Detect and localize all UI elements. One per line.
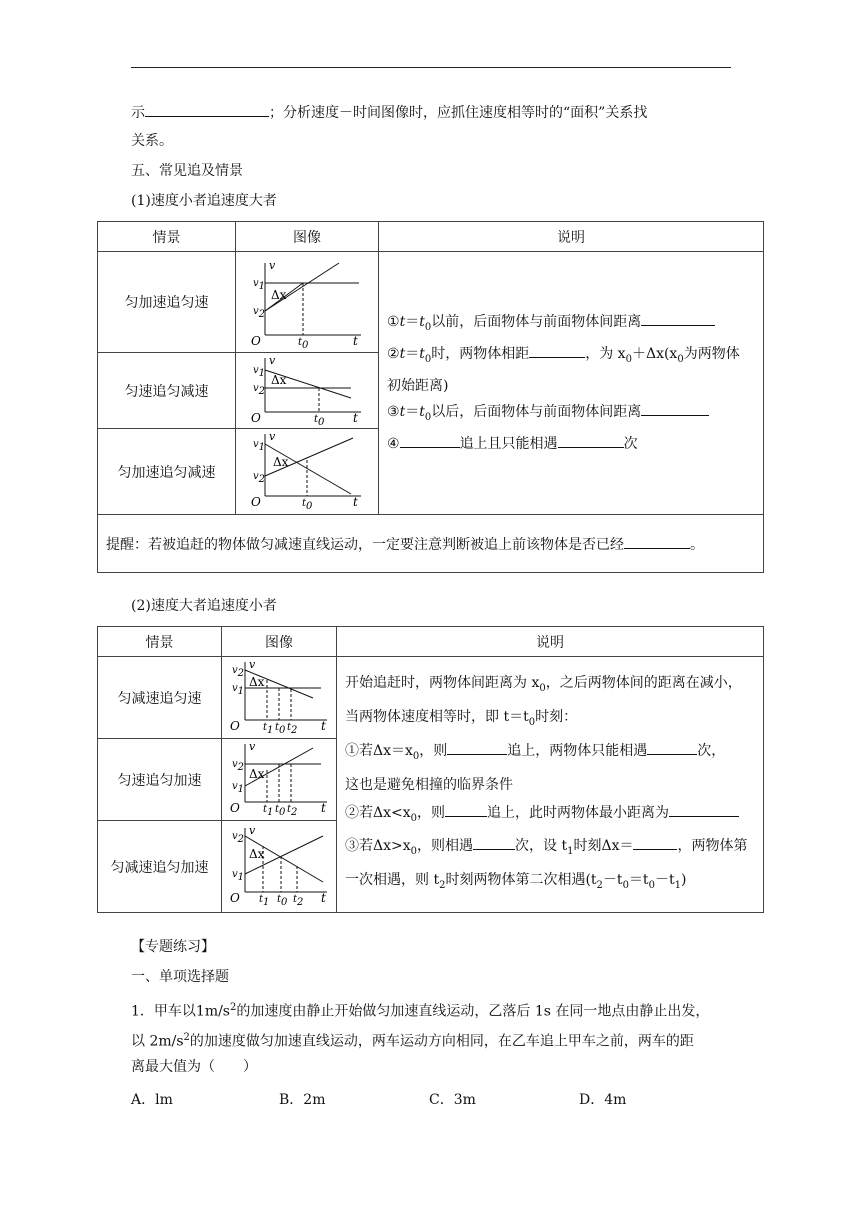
v2-label: v2 bbox=[232, 758, 245, 773]
v-axis-label: v bbox=[269, 429, 276, 443]
t0-label: t0 bbox=[275, 803, 286, 818]
question-1-line-3: 离最大值为（ ） bbox=[131, 1059, 257, 1075]
header-rule bbox=[131, 67, 731, 68]
practice-heading: 【专题练习】 bbox=[131, 939, 215, 955]
option-c[interactable]: C．3m bbox=[429, 1092, 476, 1108]
desc-line-3: 初始距离) bbox=[387, 377, 449, 394]
question-1-line-1: 1．甲车以$1m/s^2$的加速度由静止开始做匀加速直线运动，乙落后 1s 在同一地点由静止出发， bbox=[131, 1002, 710, 1020]
v-axis-label: v bbox=[249, 823, 256, 837]
v-axis-label: v bbox=[269, 353, 276, 367]
table1-graph-2 bbox=[236, 353, 379, 429]
table2-header-scene: 情景 bbox=[98, 627, 222, 657]
table1-header-graph: 图像 bbox=[236, 222, 379, 252]
desc-line-2: $②t=t_0$时，两物体相距 ，为 $x_0+\Delta x(x_0$为两物体 bbox=[387, 341, 757, 373]
table2-description bbox=[337, 657, 764, 913]
origin-label: O bbox=[230, 718, 240, 733]
v-axis-label: v bbox=[249, 739, 256, 753]
fill-blank[interactable] bbox=[647, 740, 697, 755]
table1-scene-1: 匀加速追匀速 bbox=[98, 252, 236, 353]
t1-label: t1 bbox=[263, 803, 274, 818]
v-axis-label: v bbox=[249, 657, 256, 671]
desc-line-5: ④ 追上且只能相遇 次 bbox=[387, 431, 757, 457]
origin-label: O bbox=[251, 494, 261, 509]
t2-label: t2 bbox=[287, 721, 298, 736]
t1-label: t1 bbox=[259, 893, 270, 908]
v1-label: v1 bbox=[253, 438, 266, 453]
fill-blank[interactable] bbox=[529, 343, 585, 358]
option-a[interactable]: A．lm bbox=[131, 1092, 173, 1108]
intro-line-1 bbox=[131, 102, 647, 123]
vt-graph-decel-vs-const bbox=[227, 658, 331, 734]
origin-label: O bbox=[230, 800, 240, 815]
desc-line-4: $③t=t_0$以后，后面物体与前面物体间距离 bbox=[387, 399, 757, 431]
desc2-line-4: 这也是避免相撞的临界条件 bbox=[345, 776, 513, 793]
t-axis-label: t bbox=[353, 410, 358, 425]
fill-blank[interactable] bbox=[558, 433, 624, 448]
delta-x-label: Δx bbox=[249, 674, 265, 689]
v1-label: v1 bbox=[232, 780, 245, 795]
delta-x-label: Δx bbox=[273, 454, 289, 469]
v2-label: v2 bbox=[253, 306, 266, 320]
subsection-1-title: (1)速度小者追速度大者 bbox=[131, 193, 277, 209]
delta-x-label: Δx bbox=[271, 288, 287, 302]
fill-blank[interactable] bbox=[445, 802, 487, 817]
vt-graph-accel-vs-const bbox=[247, 255, 367, 351]
fill-blank[interactable] bbox=[669, 802, 739, 817]
table2-graph-1 bbox=[222, 657, 337, 739]
t-axis-label: t bbox=[321, 890, 326, 905]
v1-label: v1 bbox=[232, 682, 245, 697]
desc2-line-5: ②若$\Delta x<x_0$，则 追上，此时两物体最小距离为 bbox=[345, 799, 757, 833]
table1-scene-3: 匀加速追匀减速 bbox=[98, 429, 236, 515]
table1-graph-1 bbox=[236, 252, 379, 353]
v-axis-label: v bbox=[269, 259, 276, 272]
fill-blank[interactable] bbox=[145, 102, 269, 117]
t1-label: t1 bbox=[263, 721, 274, 736]
subsection-2-title: (2)速度大者追速度小者 bbox=[131, 598, 277, 614]
section-single-choice: 一、单项选择题 bbox=[131, 969, 229, 985]
fill-blank[interactable] bbox=[641, 401, 709, 416]
vt-graph-const-vs-decel bbox=[247, 353, 367, 428]
table2-header-graph: 图像 bbox=[222, 627, 337, 657]
fill-blank[interactable] bbox=[633, 835, 677, 850]
origin-label: O bbox=[251, 410, 261, 425]
table1-tip: 提醒：若被追赶的物体做匀减速直线运动，一定要注意判断被追上前该物体是否已经 。 bbox=[98, 515, 764, 573]
delta-x-label: Δx bbox=[271, 372, 287, 387]
t-axis-label: t bbox=[353, 494, 358, 509]
desc2-line-3: ①若$\Delta x=x_0$，则 追上，两物体只能相遇 次， bbox=[345, 737, 757, 771]
table2-graph-3 bbox=[222, 821, 337, 913]
delta-x-label: Δx bbox=[249, 766, 265, 781]
fill-blank[interactable] bbox=[641, 311, 715, 326]
t-axis-label: t bbox=[353, 334, 358, 348]
option-d[interactable]: D．4m bbox=[579, 1092, 627, 1108]
t0-label: t0 bbox=[314, 413, 325, 428]
table1-graph-3 bbox=[236, 429, 379, 515]
v1-label: v1 bbox=[253, 364, 266, 379]
chase-table-2 bbox=[97, 626, 764, 913]
intro-line-1-prefix: 示 bbox=[131, 105, 145, 121]
v1-label: v1 bbox=[232, 868, 245, 883]
vt-graph-decel-vs-accel bbox=[227, 824, 331, 906]
table1-scene-2: 匀速追匀减速 bbox=[98, 353, 236, 429]
t-axis-label: t bbox=[321, 800, 326, 815]
origin-label: O bbox=[251, 334, 261, 348]
fill-blank[interactable] bbox=[447, 740, 507, 755]
origin-label: O bbox=[230, 890, 240, 905]
desc2-line-6: ③若$\Delta x>x_0$，则相遇 次，设 $t_1$时刻Δx＝ ，两物体第 bbox=[345, 832, 757, 866]
table1-header-desc: 说明 bbox=[379, 222, 764, 252]
v2-label: v2 bbox=[253, 382, 266, 397]
v2-label: v2 bbox=[232, 830, 245, 845]
fill-blank[interactable] bbox=[400, 433, 460, 448]
chase-table-1 bbox=[97, 221, 764, 573]
table2-scene-3: 匀减速追匀加速 bbox=[98, 821, 222, 913]
table1-description bbox=[379, 252, 764, 515]
v2-label: v2 bbox=[232, 664, 245, 679]
table1-header-scene: 情景 bbox=[98, 222, 236, 252]
desc2-line-2: 当两物体速度相等时，即 $t=t_0$时刻： bbox=[345, 708, 578, 728]
vt-graph-const-vs-accel bbox=[227, 740, 331, 816]
table2-scene-1: 匀减速追匀速 bbox=[98, 657, 222, 739]
question-1-line-2: 以 $2m/s^2$的加速度做匀加速直线运动，两车运动方向相同，在乙车追上甲车之前，两车的距 bbox=[131, 1032, 694, 1050]
intro-line-2: 关系。 bbox=[131, 133, 173, 149]
t0-label: t0 bbox=[277, 893, 288, 908]
table2-scene-2: 匀速追匀加速 bbox=[98, 739, 222, 821]
desc2-line-1: 开始追赶时，两物体间距离为 $x_0$，之后两物体间的距离在减小， bbox=[345, 675, 742, 694]
fill-blank[interactable] bbox=[473, 835, 515, 850]
option-b[interactable]: B．2m bbox=[279, 1092, 326, 1108]
t-axis-label: t bbox=[321, 718, 326, 733]
intro-line-1-suffix: ；分析速度－时间图像时，应抓住速度相等时的“面积”关系找 bbox=[269, 105, 648, 121]
t2-label: t2 bbox=[287, 803, 298, 818]
desc-line-1: $①t=t_0$以前，后面物体与前面物体间距离 bbox=[387, 309, 757, 341]
v2-label: v2 bbox=[253, 470, 266, 485]
vt-graph-accel-vs-decel bbox=[247, 430, 367, 510]
v1-label: v1 bbox=[253, 278, 266, 292]
section-five-heading: 五、常见追及情景 bbox=[131, 163, 243, 179]
fill-blank[interactable] bbox=[624, 534, 690, 549]
t2-label: t2 bbox=[293, 893, 304, 908]
t0-label: t0 bbox=[302, 497, 313, 512]
desc2-line-7: 一次相遇，则 $t_2$时刻两物体第二次相遇$(t_2-t_0=t_0-t_1)$ bbox=[345, 872, 687, 891]
table2-header-desc: 说明 bbox=[337, 627, 764, 657]
t0-label: t0 bbox=[298, 337, 309, 351]
table2-graph-2 bbox=[222, 739, 337, 821]
t0-label: t0 bbox=[275, 721, 286, 736]
delta-x-label: Δx bbox=[249, 846, 265, 861]
